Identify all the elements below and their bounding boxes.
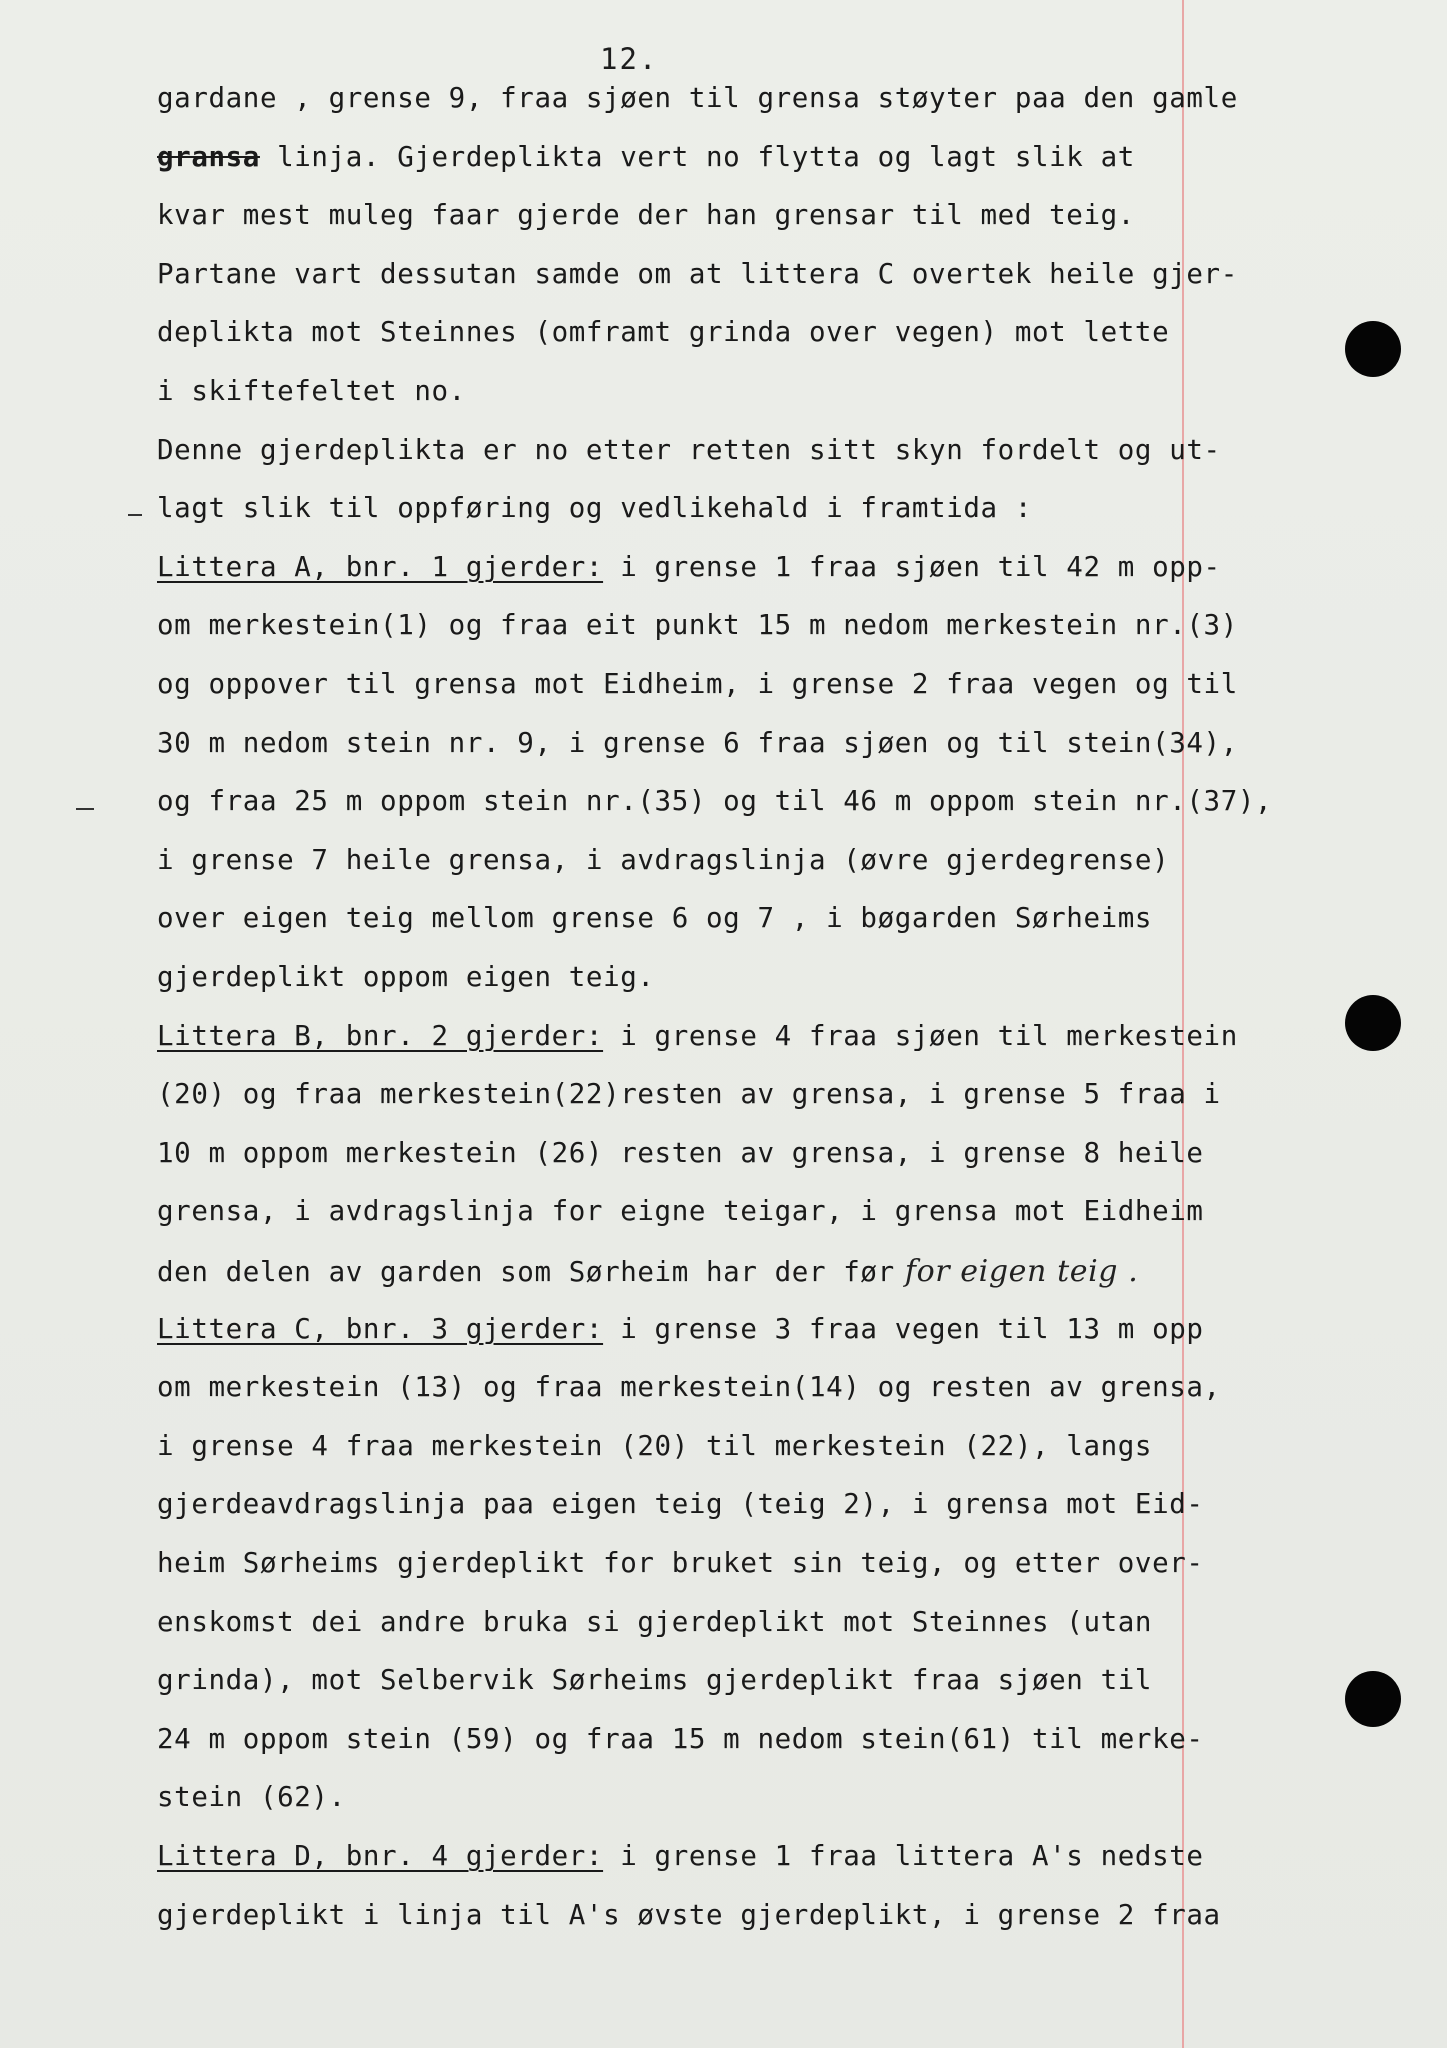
littera-heading: Littera B, bnr. 2 gjerder: — [157, 1019, 604, 1052]
line-text: den delen av garden som Sørheim har der før — [157, 1256, 895, 1288]
text-line — [157, 1195, 1204, 1227]
text-line — [157, 1899, 1221, 1931]
text-line — [157, 727, 1238, 759]
text-line — [157, 199, 1135, 231]
line-text: Denne gjerdeplikta er no etter retten sitt skyn fordelt og ut- — [157, 433, 1221, 466]
line-text: i grense 3 fraa vegen til 13 m opp — [603, 1312, 1204, 1345]
line-text: grinda), mot Selbervik Sørheims gjerdeplikt fraa sjøen til — [157, 1664, 1153, 1697]
littera-heading: Littera C, bnr. 3 gjerder: — [157, 1312, 604, 1345]
line-text: og fraa 25 m oppom stein nr.(35) og til 46 m oppom stein nr.(37), — [157, 785, 1273, 818]
line-text: 10 m oppom merkestein (26) resten av grensa, i grense 8 heile — [157, 1136, 1204, 1169]
margin-dash — [76, 808, 94, 810]
line-text: 30 m nedom stein nr. 9, i grense 6 fraa sjøen og til stein(34), — [157, 726, 1238, 759]
text-line — [157, 492, 1032, 524]
text-line — [157, 1606, 1152, 1638]
line-text: stein (62). — [157, 1781, 346, 1814]
littera-heading: Littera A, bnr. 1 gjerder: — [157, 550, 604, 583]
text-line — [157, 375, 466, 407]
line-text: lagt slik til oppføring og vedlikehald i framtida : — [157, 492, 1032, 525]
margin-dash — [128, 514, 142, 516]
line-text: gjerdeavdragslinja paa eigen teig (teig 2), i grensa mot Eid- — [157, 1488, 1204, 1521]
text-line — [157, 1547, 1204, 1579]
littera-heading: Littera D, bnr. 4 gjerder: — [157, 1840, 604, 1872]
text-line — [157, 1723, 1204, 1755]
text-line — [157, 1254, 1138, 1289]
line-text: 24 m oppom stein (59) og fraa 15 m nedom stein(61) til merke- — [157, 1722, 1204, 1755]
text-line — [157, 1664, 1152, 1696]
text-line — [157, 609, 1238, 641]
text-line — [157, 668, 1238, 700]
line-text: i grense 4 fraa merkestein (20) til merkestein (22), langs — [157, 1429, 1153, 1462]
line-text: heim Sørheims gjerdeplikt for bruket sin teig, og etter over- — [157, 1547, 1204, 1579]
line-text: om merkestein (13) og fraa merkestein(14) og resten av grensa, — [157, 1371, 1221, 1404]
text-line — [157, 1313, 1204, 1345]
text-line — [157, 434, 1221, 466]
punch-hole — [1345, 321, 1401, 377]
line-text: gjerdeplikt i linja til A's øvste gjerdeplikt, i grense 2 fraa — [157, 1898, 1221, 1931]
text-line — [157, 902, 1152, 934]
line-text: Partane vart dessutan samde om at littera C overtek heile gjer- — [157, 257, 1238, 290]
text-line — [157, 1488, 1204, 1520]
line-text: i grense 4 fraa sjøen til merkestein — [603, 1019, 1238, 1052]
line-text: i skiftefeltet no. — [157, 375, 466, 407]
text-line — [157, 1020, 1238, 1052]
line-text: grensa, i avdragslinja for eigne teigar, i grensa mot Eidheim — [157, 1195, 1204, 1228]
text-line — [157, 258, 1238, 290]
text-line — [157, 1781, 346, 1813]
line-text: gardane , grense 9, fraa sjøen til grensa støyter paa den gamle — [157, 82, 1238, 114]
struck-word: gransa — [157, 140, 260, 173]
punch-hole — [1345, 995, 1401, 1051]
line-text: deplikta mot Steinnes (omframt grinda over vegen) mot lette — [157, 316, 1170, 349]
line-text: gjerdeplikt oppom eigen teig. — [157, 961, 655, 993]
line-text: i grense 1 fraa sjøen til 42 m opp- — [603, 550, 1221, 583]
text-line — [157, 551, 1221, 583]
text-line — [157, 1430, 1152, 1462]
text-line — [157, 1137, 1204, 1169]
line-text: i grense 7 heile grensa, i avdragslinja (øvre gjerdegrense) — [157, 843, 1170, 876]
text-line — [157, 1078, 1221, 1110]
punch-hole — [1345, 1671, 1401, 1727]
line-text: og oppover til grensa mot Eidheim, i grense 2 fraa vegen og til — [157, 668, 1238, 700]
text-line — [157, 1371, 1221, 1403]
text-line — [157, 316, 1169, 348]
text-line — [157, 785, 1272, 817]
text-line — [157, 1840, 1204, 1872]
line-text: (20) og fraa merkestein(22)resten av grensa, i grense 5 fraa i — [157, 1078, 1221, 1111]
line-text: over eigen teig mellom grense 6 og 7 , i bøgarden Sørheims — [157, 902, 1153, 935]
text-line — [157, 961, 655, 993]
line-text: i grense 1 fraa littera A's nedste — [603, 1840, 1204, 1872]
line-text: linja. Gjerdeplikta vert no flytta og lagt slik at — [259, 140, 1135, 173]
page-number: 12. — [600, 42, 659, 76]
text-line — [157, 82, 1238, 114]
line-text: enskomst dei andre bruka si gjerdeplikt mot Steinnes (utan — [157, 1605, 1153, 1638]
handwritten-insertion: for eigen teig . — [894, 1254, 1139, 1289]
text-line — [157, 141, 1135, 173]
line-text: om merkestein(1) og fraa eit punkt 15 m nedom merkestein nr.(3) — [157, 609, 1238, 642]
line-text: kvar mest muleg faar gjerde der han grensar til med teig. — [157, 199, 1135, 232]
text-line — [157, 844, 1169, 876]
